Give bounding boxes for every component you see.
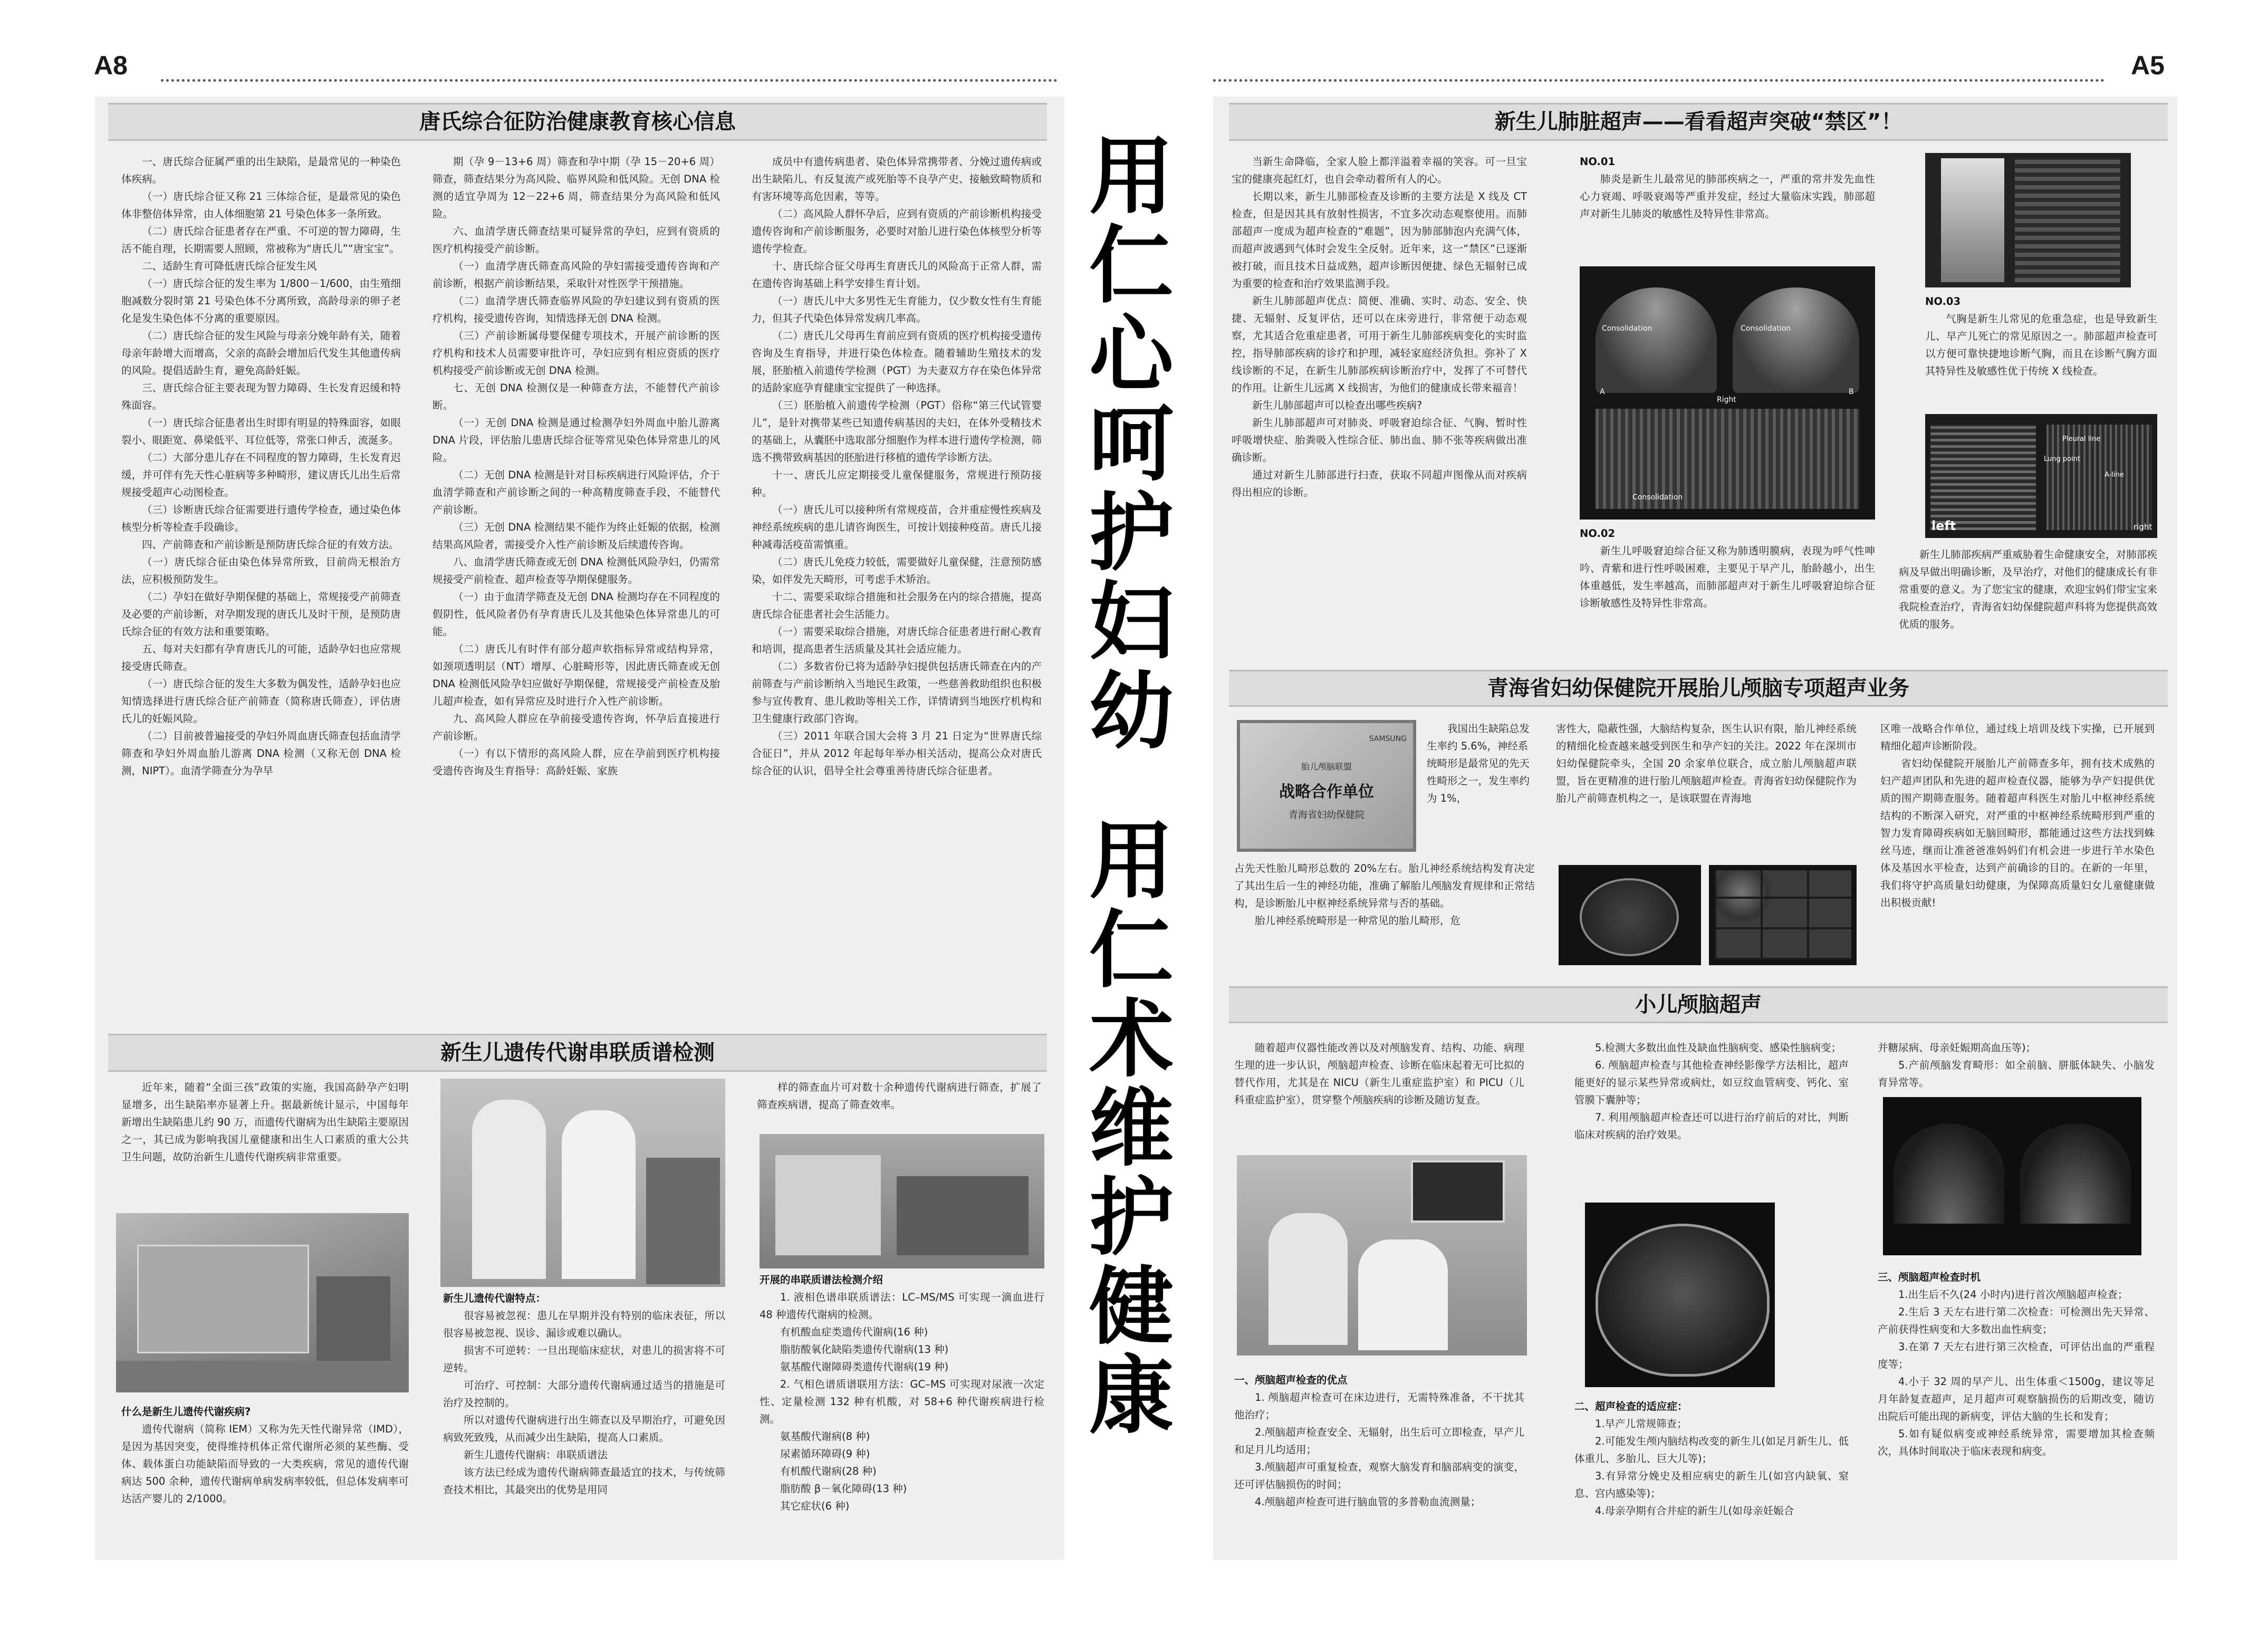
paragraph: 遗传代谢病（简称 IEM）又称为先天性代谢异常（IMD），是因为基因突变，使得维持机体正常代谢所必须的某些酶、受体、载体蛋白功能缺陷而导致的一大类疾病，常见的遗传代谢病达 500 余种，遗传代谢病单病发病率较低，但总体发病率可达活产婴儿的 2/1000。 xyxy=(121,1423,409,1505)
plaque-text: 胎儿颅脑联盟 xyxy=(1301,762,1352,772)
list-item: 5.如有疑似病变或神经系统异常，需要增加其检查频次，具体时间取决于临床表现和病变。 xyxy=(1878,1428,2155,1457)
paragraph: （二）无创 DNA 检测是针对目标疾病进行风险评估，介于血清学筛查和产前诊断之间的一种高精度筛查手段，不能替代产前诊断。 xyxy=(433,469,720,516)
fetal-brain-ultrasound-grid xyxy=(1709,865,1857,965)
slogan-char: 康 xyxy=(1089,1347,1174,1445)
list-item: 4.小于 32 周的早产儿、出生体重＜1500g，建议等足月年龄复查超声，足月超声可观察脑损伤的后期改变，随访出院后可能出现的新病变，评估大脑的生长和发育； xyxy=(1878,1376,2155,1422)
list-item: 脂肪酸 β－氧化障碍(13 种) xyxy=(780,1483,907,1495)
paragraph: 成员中有遗传病患者、染色体异常携带者、分娩过遗传病或出生缺陷儿、有反复流产或死胎等不良孕产史、接触致畸物质和有害环境等高危因素，等等。 xyxy=(752,156,1042,203)
slogan-char: 维 xyxy=(1089,1079,1174,1178)
image-label: A-line xyxy=(2104,471,2124,479)
paragraph: （一）唐氏综合征患者出生时即有明显的特殊面容，如眼裂小、眼距宽、鼻梁低平、耳位低等，常张口伸舌，流涎多。 xyxy=(121,417,401,446)
slogan-char: 幼 xyxy=(1089,662,1174,761)
slogan-char: 术 xyxy=(1089,990,1174,1089)
list-item: 4.颅脑超声检查可进行脑血管的多普勒血流测量； xyxy=(1255,1496,1481,1508)
list-item: 5.检测大多数出血性及缺血性脑病变、感染性脑病变； xyxy=(1595,1042,1842,1054)
list-item: 3.在第 7 天左右进行第三次检查，可评估出血的严重程度等； xyxy=(1878,1341,2155,1370)
list-item: 6. 颅脑超声检查与其他检查神经影像学方法相比，超声能更好的显示某些异常或病灶，如豆纹血管病变、钙化、室管膜下囊肿等； xyxy=(1574,1059,1849,1106)
paragraph: 十一、唐氏儿应定期接受儿童保健服务，常规进行预防接种。 xyxy=(752,469,1042,498)
tang-column-3 xyxy=(752,153,1042,1028)
page-number-right: A5 xyxy=(2131,51,2165,80)
plaque-text: 战略合作单位 xyxy=(1279,783,1374,801)
paragraph: （二）血清学唐氏筛查临界风险的孕妇建议到有资质的医疗机构，接受遗传咨询，知情选择无创 DNA 检测。 xyxy=(433,295,720,324)
list-item: 有机酸代谢病(28 种) xyxy=(780,1465,877,1477)
list-item: 5.产前颅脑发育畸形：如全前脑、胼胝体缺失、小脑发育异常等。 xyxy=(1878,1059,2155,1089)
subheading: 开展的串联质谱法检测介绍 xyxy=(760,1274,883,1286)
subheading: 新生儿遗传代谢特点： xyxy=(443,1292,546,1304)
image-label: Consolidation xyxy=(1741,324,1791,333)
paragraph: 胎儿神经系统畸形是一种常见的胎儿畸形，危 xyxy=(1255,915,1461,927)
paragraph: 1. 液相色谱串联质谱法：LC–MS/MS 可实现一滴血进行 48 种遗传代谢病的检测。 xyxy=(760,1291,1044,1321)
paragraph: （三）2011 年联合国大会将 3 月 21 日定为“世界唐氏综合征日”，并从 2012 年起每年举办相关活动，提高公众对唐氏综合征的认识，倡导全社会尊重善待唐氏综合征患者。 xyxy=(752,730,1042,777)
paragraph: 七、无创 DNA 检测仅是一种筛查方法，不能替代产前诊断。 xyxy=(433,382,720,411)
paragraph: 长期以来，新生儿肺部检查及诊断的主要方法是 X 线及 CT 检查，但是因其具有放射性损害，不宜多次动态观察使用。而肺部超声一度成为超声检查的“难题”，因为肺部肺泡内充满气体，而超声波遇到气体时会发生全反射。近年来，这一“禁区”已逐渐被打破，而且技术日益成熟，超声诊断因便捷、绿色无辐射已成为重要的检查和治疗效果监测手段。 xyxy=(1232,190,1527,290)
lung-ultrasound-image-1 xyxy=(1580,266,1875,520)
paragraph: 样的筛查血片可对数十余种遗传代谢病进行筛查，扩展了筛查疾病谱，提高了筛查效率。 xyxy=(757,1081,1042,1111)
slogan-char: 用 xyxy=(1089,812,1174,910)
section-title-tang: 唐氏综合征防治健康教育核心信息 xyxy=(108,103,1047,141)
slogan-char: 呵 xyxy=(1089,395,1174,493)
vertical-slogan xyxy=(1084,127,1179,1445)
list-item: 3.有异常分娩史及相应病史的新生儿(如宫内缺氧、窒息、宫内感染等)； xyxy=(1574,1470,1849,1499)
paragraph: （二）目前被普遍接受的孕妇外周血唐氏筛查包括血清学筛查和孕妇外周血胎儿游离 DNA 检测（又称无创 DNA 检测，NIPT）。血清学筛查分为孕早 xyxy=(121,730,401,777)
paragraph: 我国出生缺陷总发生率约 5.6%，神经系统畸形是最常见的先天性畸形之一，发生率约为 1%， xyxy=(1427,723,1530,804)
subheading: 一、颅脑超声检查的优点 xyxy=(1234,1374,1348,1386)
paragraph: （一）唐氏综合征的发生率为 1/800－1/600，由生殖细胞减数分裂时第 21 号染色体不分离所致，高龄母亲的卵子老化是发生染色体不分离的重要原因。 xyxy=(121,277,401,324)
paragraph: 新生儿肺部疾病严重威胁着生命健康安全，对肺部疾病及早做出明确诊断，及早治疗，对他们的健康成长有非常重要的意义。为了您宝宝的健康，欢迎宝妈们带宝宝来我院检查治疗，青海省妇幼保健院超声科将为您提供高效优质的服务。 xyxy=(1899,549,2157,630)
slogan-char: 仁 xyxy=(1089,901,1174,999)
paragraph: 十、唐氏综合征父母再生育唐氏儿的风险高于正常人群，需在遗传咨询基础上科学安排生育计划。 xyxy=(752,260,1042,290)
slogan-char: 护 xyxy=(1089,1168,1174,1267)
list-item: 氨基酸代谢障碍类遗传代谢病(19 种) xyxy=(780,1361,949,1373)
paragraph: （一）需要采取综合措施，对唐氏综合征患者进行耐心教育和培训，提高患者生活质量及其社会适应能力。 xyxy=(752,626,1042,655)
paragraph: 六、血清学唐氏筛查结果可疑异常的孕妇，应到有资质的医疗机构接受产前诊断。 xyxy=(433,225,720,255)
paragraph: 气胸是新生儿常见的危重急症，也是导致新生儿、早产儿死亡的常见原因之一。肺部超声检查可以方便可靠快捷地诊断气胸，而且在诊断气胸方面其特异性及敏感性优于传统 X 线检查。 xyxy=(1925,313,2157,377)
list-item: 4.母亲孕期有合并症的新生儿(如母亲妊娠合 xyxy=(1595,1505,1794,1517)
metabolic-methods xyxy=(760,1271,1044,1556)
paragraph: 损害不可逆转：一旦出现临床症状，对患儿的损害将不可逆转。 xyxy=(443,1344,725,1374)
paragraph: （三）诊断唐氏综合征需要进行遗传学检查，通过染色体核型分析等检查手段确诊。 xyxy=(121,504,401,533)
list-item: 有机酸血症类遗传代谢病(16 种) xyxy=(780,1326,928,1338)
paragraph: 二、适龄生育可降低唐氏综合征发生风 xyxy=(142,260,317,272)
paragraph: 新生儿肺部超声可以检查出哪些疾病? xyxy=(1252,399,1423,411)
paragraph: 一、唐氏综合征属严重的出生缺陷，是最常见的一种染色体疾病。 xyxy=(121,156,401,185)
alliance-plaque xyxy=(1237,720,1416,852)
list-item: 脂肪酸氧化缺陷类遗传代谢病(13 种) xyxy=(780,1343,949,1355)
paragraph: （三）产前诊断属母婴保健专项技术，开展产前诊断的医疗机构和技术人员需要审批许可，孕妇应到有相应资质的医疗机构接受产前诊断或无创 DNA 检测。 xyxy=(433,330,720,377)
list-item: 氨基酸代谢病(8 种) xyxy=(780,1430,870,1443)
section-title-lung: 新生儿肺脏超声——看看超声突破“禁区”！ xyxy=(1229,103,2168,141)
paragraph: 四、产前筛查和产前诊断是预防唐氏综合征的有效方法。 xyxy=(142,539,399,551)
image-label: Lung point xyxy=(2044,455,2081,463)
header-rule-right xyxy=(1213,79,2104,82)
paragraph: （二）大部分患儿存在不同程度的智力障碍，生长发育迟缓，并可伴有先天性心脏病等多种畸形，建议唐氏儿出生后常规接受超声心动图检查。 xyxy=(121,451,401,498)
cranial-timing xyxy=(1878,1268,2155,1551)
image-label: B xyxy=(1849,388,1854,396)
paragraph: 随着超声仪器性能改善以及对颅脑发育、结构、功能、病理生理的进一步认识，颅脑超声检查、诊断在临床起着无可比拟的替代作用，尤其是在 NICU（新生儿重症监护室）和 PICU（儿科重症监护室），贯穿整个颅脑疾病的诊断及随访复查。 xyxy=(1234,1042,1524,1106)
cranial-indications xyxy=(1574,1398,1849,1551)
paragraph: （二）唐氏综合征的发生风险与母亲分娩年龄有关，随着母亲年龄增大而增高，父亲的高龄会增加后代发生其他遗传病的风险。提倡适龄生育，避免高龄妊娠。 xyxy=(121,330,401,377)
fetal-col3 xyxy=(1880,720,2155,981)
brand-text: SAMSUNG xyxy=(1369,735,1407,743)
lung-no3 xyxy=(1925,293,2157,414)
paragraph: （二）多数省份已将为适龄孕妇提供包括唐氏筛查在内的产前筛查与产前诊断纳入当地民生政策，一些慈善救助组织也积极参与宣传教育、患儿救助等相关工作，详情请到当地医疗机构和卫生健康行政部门咨询。 xyxy=(752,660,1042,725)
paragraph: （一）唐氏综合征又称 21 三体综合征，是最常见的染色体非整倍体异常，由人体细胞第 21 号染色体多一条所致。 xyxy=(121,190,401,220)
paragraph: （二）孕妇在做好孕期保健的基础上，常规接受产前筛查及必要的产前诊断，对孕期发现的唐氏儿及时干预，是预防唐氏综合征的有效方法和重要策略。 xyxy=(121,591,401,638)
image-label: right xyxy=(2134,522,2152,532)
paragraph: 害性大，隐蔽性强，大脑结构复杂，医生认识有限，胎儿神经系统的精细化检查越来越受到医生和孕产妇的关注。2022 年在深圳市妇幼保健院牵头，全国 20 余家单位联合，成立胎儿颅脑超声联盟，旨在更精准的进行胎儿颅脑超声检查。青海省妇幼保健院作为胎儿产前筛查机构之一，是该联盟在青海地 xyxy=(1556,723,1857,804)
metabolic-what xyxy=(121,1403,409,1556)
paragraph: 新生儿肺部超声优点：简便、准确、实时、动态、安全、快捷、无辐射、反复评估，还可以在床旁进行，非常便于动态观察，尤其适合危重症患者，可用于新生儿肺部疾病变化的实时监控，指导肺部疾病的诊疗和护理，减轻家庭经济负担。弥补了 X 线诊断的不足，在新生儿肺部疾病诊断治疗中，发挥了不可替代的作用。让新生儿远离 X 线损害，为他们的健康成长带来福音！ xyxy=(1232,295,1527,394)
paragraph: （一）唐氏综合征的发生大多数为偶发性，适龄孕妇也应知情选择进行唐氏综合征产前筛查（简称唐氏筛查），评估唐氏儿的妊娠风险。 xyxy=(121,678,401,725)
nicu-ultrasound-photo xyxy=(1237,1155,1527,1355)
lung-column-1 xyxy=(1232,153,1527,649)
list-item: 并糖尿病、母亲妊娠期高血压等)； xyxy=(1878,1042,2036,1054)
list-item: 3.颅脑超声可重复检查，观察大脑发育和脑部病变的演变，还可评估脑损伤的时间； xyxy=(1234,1461,1524,1491)
image-label: Consolidation xyxy=(1632,493,1683,502)
lab-equipment-photo xyxy=(116,1213,409,1392)
metabolic-col3-intro xyxy=(757,1079,1042,1126)
metabolic-intro xyxy=(121,1079,409,1210)
pneumothorax-ultrasound xyxy=(1925,414,2157,538)
image-label: Pleural line xyxy=(2062,435,2101,443)
paragraph: 区唯一战略合作单位，通过线上培训及线下实操，已开展到精细化超声诊断阶段。 xyxy=(1880,723,2155,752)
section-title-cranial: 小儿颅脑超声 xyxy=(1229,986,2168,1023)
paragraph: 新生儿呼吸窘迫综合征又称为肺透明膜病，表现为呼气性呻吟、青紫和进行性呼吸困难，主要见于早产儿，胎龄越小，出生体重越低，发生率越高，而肺部超声对于新生儿呼吸窘迫综合征诊断敏感性及特异性非常高。 xyxy=(1580,545,1875,609)
cranial-col3 xyxy=(1878,1039,2155,1092)
paragraph: （一）血清学唐氏筛查高风险的孕妇需接受遗传咨询和产前诊断，根据产前诊断结果，采取针对性医学干预措施。 xyxy=(433,260,720,290)
neonatal-brain-ultrasound xyxy=(1585,1203,1775,1387)
section-number: NO.01 xyxy=(1580,156,1616,168)
paragraph: （二）唐氏儿父母再生育前应到有资质的医疗机构接受遗传咨询及生育指导，并进行染色体检查。随着辅助生殖技术的发展，胚胎植入前遗传学检测（PGT）为夫妻双方存在染色体异常的适龄家庭孕育健康宝宝提供了一种选择。 xyxy=(752,330,1042,394)
paragraph: （三）胚胎植入前遗传学检测（PGT）俗称“第三代试管婴儿”，是针对携带某些已知遗传病基因的夫妇，在体外受精技术的基础上，从囊胚中选取部分细胞作为样本进行遗传学检测，筛选不携带致病基因的胚胎进行移植的遗传学诊断方法。 xyxy=(752,399,1042,464)
header-rule-left xyxy=(161,79,1058,82)
page-number-left: A8 xyxy=(94,51,128,80)
paragraph: 期（孕 9－13+6 周）筛查和孕中期（孕 15－20+6 周）筛查，筛查结果分为高风险、临界风险和低风险。无创 DNA 检测的适宜孕周为 12－22+6 周，筛查结果分为高风险和低风险。 xyxy=(433,156,720,220)
paragraph: （二）唐氏儿免疫力较低，需要做好儿童保健，注意预防感染，如伴发先天畸形，可考虑手术矫治。 xyxy=(752,556,1042,585)
tang-column-2 xyxy=(433,153,720,1028)
paragraph: 当新生命降临，全家人脸上都洋溢着幸福的笑容。可一旦宝宝的健康亮起红灯，也自会牵动着所有人的心。 xyxy=(1232,156,1527,185)
slogan-char: 护 xyxy=(1089,484,1174,582)
fetal-col1a xyxy=(1427,720,1535,857)
paragraph: 占先天性胎儿畸形总数的 20%左右。胎儿神经系统结构发育决定了其出生后一生的神经功能，准确了解胎儿颅脑发育规律和正常结构，是诊断胎儿中枢神经系统异常与否的基础。 xyxy=(1234,862,1535,909)
paragraph: （一）无创 DNA 检测是通过检测孕妇外周血中胎儿游离 DNA 片段，评估胎儿患唐氏综合征等常见染色体异常患儿的风险。 xyxy=(433,417,720,464)
section-title-fetal: 青海省妇幼保健院开展胎儿颅脑专项超声业务 xyxy=(1229,670,2168,707)
fetal-brain-ultrasound-1 xyxy=(1559,865,1701,965)
paragraph: 该方法已经成为遗传代谢病筛查最适宜的技术，与传统筛查技术相比，其最突出的优势是用同 xyxy=(443,1466,725,1496)
subheading: 什么是新生儿遗传代谢疾病? xyxy=(121,1406,251,1418)
section-number: NO.02 xyxy=(1580,527,1616,540)
list-item: 1. 颅脑超声检查可在床边进行，无需特殊准备，不干扰其他治疗； xyxy=(1234,1391,1524,1421)
cranial-intro xyxy=(1234,1039,1524,1155)
paragraph: （一）由于血清学筛查及无创 DNA 检测均存在不同程度的假阴性，低风险者仍有孕育唐氏儿及其他染色体异常患儿的可能。 xyxy=(433,591,720,638)
paragraph: 五、每对夫妇都有孕育唐氏儿的可能，适龄孕妇也应常规接受唐氏筛查。 xyxy=(121,643,401,672)
paragraph: 十二、需要采取综合措施和社会服务在内的综合措施，提高唐氏综合征患者社会生活能力。 xyxy=(752,591,1042,620)
paragraph: 新生儿遗传代谢病：串联质谱法 xyxy=(464,1449,608,1461)
section-number: NO.03 xyxy=(1925,295,1961,307)
subheading: 二、超声检查的适应症： xyxy=(1574,1400,1688,1412)
fetal-col1b xyxy=(1234,860,1535,976)
slogan-char: 妇 xyxy=(1089,573,1174,671)
fetal-col2 xyxy=(1556,720,1857,860)
lung-no2 xyxy=(1580,525,1875,649)
paragraph: （二）高风险人群怀孕后，应到有资质的产前诊断机构接受遗传咨询和产前诊断服务，必要时对胎儿进行染色体核型分析等遗传学检查。 xyxy=(752,208,1042,255)
image-label: Right xyxy=(1717,396,1736,404)
paragraph: （一）唐氏综合征由染色体异常所致，目前尚无根治方法，应积极预防发生。 xyxy=(121,556,401,585)
list-item: 2.颅脑超声检查安全、无辐射，出生后可立即检查，早产儿和足月儿均适用； xyxy=(1234,1426,1524,1456)
infant-cranial-ultrasound xyxy=(1883,1097,2141,1255)
paragraph: 所以对遗传代谢病进行出生筛查以及早期治疗，可避免因病致死致残，从而减少出生缺陷，提高人口素质。 xyxy=(443,1414,725,1444)
paragraph: 很容易被忽视：患儿在早期并没有特别的临床表征，所以很容易被忽视、误诊、漏诊或难以确认。 xyxy=(443,1310,725,1339)
list-item: 1.早产儿常规筛查； xyxy=(1595,1418,1687,1430)
paragraph: 八、血清学唐氏筛查或无创 DNA 检测低风险孕妇，仍需常规接受产前检查、超声检查等孕期保健服务。 xyxy=(433,556,720,585)
paragraph: 九、高风险人群应在孕前接受遗传咨询，怀孕后直接进行产前诊断。 xyxy=(433,713,720,742)
paragraph: 2. 气相色谱质谱联用方法：GC–MS 可实现对尿液一次定性、定量检测 132 种有机酸，对 58+6 种代谢疾病进行检测。 xyxy=(760,1378,1044,1425)
paragraph: 省妇幼保健院开展胎儿产前筛查多年，拥有技术成熟的妇产超声团队和先进的超声检查仪器，能够为孕产妇提供优质的围产期筛查服务。随着超声科医生对胎儿中枢神经系统结构的不断深入研究，对严重的中枢神经系统畸形到严重的智力发育障碍疾病如无脑回畸形，都能通过这些方法找到蛛丝马迹，继而让准爸爸准妈妈们有机会进一步进行羊水染色体及基因水平检查，达到产前确诊的目的。在新的一年里，我们将守护高质量妇幼健康，为保障高质量妇女儿童健康做出积极贡献! xyxy=(1880,757,2155,909)
paragraph: 肺炎是新生儿最常见的肺部疾病之一，严重的常并发先血性心力衰竭、呼吸衰竭等严重并发症，经过大量临床实践，肺部超声对新生儿肺炎的敏感性及特异性非常高。 xyxy=(1580,173,1875,220)
list-item: 2.可能发生颅内脑结构改变的新生儿(如足月新生儿、低体重儿、多胎儿、巨大儿等)； xyxy=(1574,1435,1849,1465)
list-item: 其它症状(6 种) xyxy=(780,1500,850,1512)
slogan-char: 仁 xyxy=(1089,216,1174,315)
image-label: A xyxy=(1600,388,1605,396)
mass-spectrometer-photo xyxy=(760,1134,1044,1268)
paragraph: （二）唐氏综合征患者存在严重、不可逆的智力障碍，生活不能自理，长期需要人照顾，常被称为“唐氏儿”“唐宝宝”。 xyxy=(121,225,401,255)
section-title-metabolic: 新生儿遗传代谢串联质谱检测 xyxy=(108,1034,1047,1072)
metabolic-features xyxy=(443,1290,725,1556)
lung-no1 xyxy=(1580,153,1875,269)
paragraph: 可治疗、可控制：大部分遗传代谢病通过适当的措施是可治疗及控制的。 xyxy=(443,1379,725,1409)
paragraph: （二）唐氏儿有时伴有部分超声软指标异常或结构异常，如颈项透明层（NT）增厚、心脏畸形等，因此唐氏筛查或无创 DNA 检测低风险孕妇应做好孕期保健，常规接受产前检查及胎儿超声检查，如有异常应及时进行介入性产前诊断。 xyxy=(433,643,720,707)
list-item: 2.生后 3 天左右进行第二次检查：可检测出先天异常、产前获得性病变和大多数出血性病变； xyxy=(1878,1306,2155,1335)
cranial-col2 xyxy=(1574,1039,1849,1197)
paragraph: 新生儿肺部超声可对肺炎、呼吸窘迫综合征、气胸、暂时性呼吸增快症、胎粪吸入性综合征、肺出血、肺不张等疾病做出准确诊断。 xyxy=(1232,417,1527,464)
paragraph: （三）无创 DNA 检测结果不能作为终止妊娠的依据，检测结果高风险者，需接受介入性产前诊断及后续遗传咨询。 xyxy=(433,521,720,551)
lung-closing xyxy=(1899,546,2157,651)
paragraph: （一）有以下情形的高风险人群，应在孕前到医疗机构接受遗传咨询及生育指导：高龄妊娠、家族 xyxy=(433,747,720,777)
image-label: left xyxy=(1931,518,1956,533)
list-item: 1.出生后不久(24 小时内)进行首次颅脑超声检查； xyxy=(1898,1289,2128,1301)
image-label: Consolidation xyxy=(1602,324,1652,333)
subheading: 三、颅脑超声检查时机 xyxy=(1878,1271,1981,1283)
paragraph: 三、唐氏综合征主要表现为智力障碍、生长发育迟缓和特殊面容。 xyxy=(121,382,401,411)
slogan-char: 健 xyxy=(1089,1257,1174,1356)
paragraph: （一）唐氏儿可以接种所有常规疫苗，合并重症慢性疾病及神经系统疾病的患儿请咨询医生，可按计划接种疫苗。唐氏儿接种减毒活疫苗需慎重。 xyxy=(752,504,1042,551)
paragraph: 通过对新生儿肺部进行扫查，获取不同超声图像从而对疾病得出相应的诊断。 xyxy=(1232,469,1527,498)
slogan-char: 心 xyxy=(1089,305,1174,404)
chest-xray-image xyxy=(1925,153,2131,287)
paragraph: 近年来，随着“全面三孩”政策的实施，我国高龄孕产妇明显增多，出生缺陷率亦显著上升。据最新统计显示，中国每年新增出生缺陷患儿约 90 万，而遗传代谢病为出生缺陷主要原因之一，其已成为影响我国儿童健康和出生人口素质的重大公共卫生问题，故防治新生儿遗传代谢疾病非常重要。 xyxy=(121,1081,409,1163)
paragraph: （一）唐氏儿中大多男性无生育能力，仅少数女性有生育能力，但其子代染色体异常发病几率高。 xyxy=(752,295,1042,324)
list-item: 7. 利用颅脑超声检查还可以进行治疗前后的对比，判断临床对疾病的治疗效果。 xyxy=(1574,1111,1849,1141)
doctors-lab-photo xyxy=(440,1079,725,1287)
plaque-text: 青海省妇幼保健院 xyxy=(1289,810,1364,821)
cranial-advantages xyxy=(1234,1371,1524,1551)
slogan-char: 用 xyxy=(1089,127,1174,226)
tang-column-1 xyxy=(121,153,401,1028)
list-item: 尿素循环障碍(9 种) xyxy=(780,1448,870,1460)
